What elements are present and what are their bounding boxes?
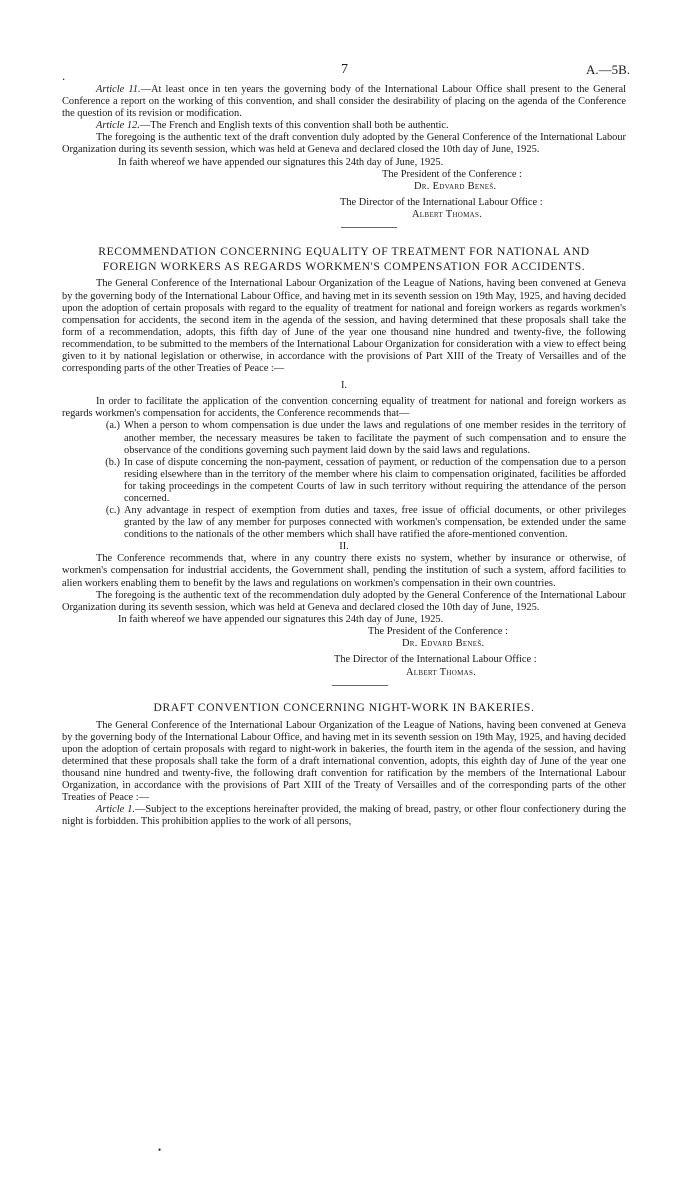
signature-statement: In faith whereof we have appended our signatures this 24th day of June, 1925.: [118, 156, 444, 168]
item-text: In case of dispute concerning the non-payment, cessation of payment, or reduction of the compensation due to a person residing elsewhere than in the territory of the member where his claim to compensation originated, facilities be afforded for taking proceedings in the competent Courts of law in such territory without requiring the attendance of the person concerned.: [124, 456, 626, 504]
authentic-text-statement: The foregoing is the authentic text of the recommendation duly adopted by the General Conference of the International Labour Organization during its seventh session, which was held at Geneva and declared closed the 10th day of June, 1925.: [62, 589, 626, 613]
item-label: (c.): [105, 505, 120, 517]
item-text: When a person to whom compensation is due under the laws and regulations of one member resides in the territory of another member, the necessary measures be taken to facilitate the payment of such compensation and to ensure the observance of the conditions governing such payment laid down by the said laws and regulations.: [124, 420, 626, 456]
authentic-text-statement: The foregoing is the authentic text of the draft convention duly adopted by the General Conference of the International Labour Organization during its seventh session, which was held at Geneva and declared closed the 10th day of June, 1925.: [62, 132, 626, 156]
page-number: 7: [341, 62, 348, 77]
list-item: [62, 505, 626, 541]
article-12-label: Article 12.: [96, 120, 140, 132]
article-1-text: —Subject to the exceptions hereinafter provided, the making of bread, pastry, or other flour confectionery during the night is forbidden. This prohibition applies to the work of all persons,: [62, 804, 626, 828]
part-1-intro: In order to facilitate the application of the convention concerning equality of treatment for national and foreign workers as regards workmen's compensation for accidents, the Conference recommends that—: [62, 396, 626, 420]
list-item: [62, 457, 626, 505]
item-label: (a.): [105, 420, 120, 432]
section-divider: [341, 227, 397, 228]
part-1-heading: I.: [340, 380, 348, 392]
header-dot: .: [62, 68, 66, 83]
section-divider: [332, 685, 388, 686]
article-1: [62, 804, 626, 828]
recommendation-title-line-1: RECOMMENDATION CONCERNING EQUALITY OF TREATMENT FOR NATIONAL AND: [98, 245, 590, 259]
document-reference: A.—5B.: [585, 62, 630, 77]
director-name: Albert Thomas.: [412, 209, 483, 221]
article-12-text: —The French and English texts of this convention shall both be authentic.: [139, 120, 449, 132]
item-text: Any advantage in respect of exemption from duties and taxes, free issue of official documents, or other privileges granted by the law of any member for purposes connected with workmen's compensation, be extended under the same conditions to the nationals of the other members which shall have ratified the afore-mentioned convention.: [124, 505, 626, 541]
director-name: Albert Thomas.: [406, 666, 477, 678]
signature-statement: In faith whereof we have appended our signatures this 24th day of June, 1925.: [118, 613, 444, 625]
president-title: The President of the Conference :: [382, 168, 522, 180]
recommendation-preamble: The General Conference of the International Labour Organization of the League of Nations, having been convened at Geneva by the governing body of the International Labour Office, and having met in its seventh session on 19th May, 1925, and having decided upon the adoption of certain proposals with regard to the equality of treatment for national and foreign workers as regards workmen's compensation for accidents, the second item in the agenda of the session, and having determined that these proposals shall take the form of a recommendation, adopts, this fifth day of June of the year one thousand nine hundred and twenty-five, the following recommendation, to be submitted to the members of the International Labour Organization for consideration with a view to effect being given to it by national legislation or otherwise, in accordance with the provisions of Part XIII of the Treaty of Versailles and of the corresponding parts of the other Treaties of Peace :—: [62, 278, 627, 375]
director-title: The Director of the International Labour Office :: [340, 197, 543, 209]
part-2-heading: II.: [339, 541, 349, 553]
footer-bullet: •: [158, 1145, 162, 1155]
convention-preamble: The General Conference of the International Labour Organization of the League of Nations, having been convened at Geneva by the governing body of the International Labour Office, and having met in its seventh session on 19th May, 1925, and having decided upon the adoption of certain proposals with regard to night-work in bakeries, the fourth item in the agenda of the session, and having determined that these proposals shall take the form of a draft international convention, adopts, this eighth day of June of the year one thousand nine hundred and twenty-five, the following draft convention for ratification by the members of the International Labour Organization, in accordance with the provisions of Part XIII of the Treaty of Versailles and of the corresponding parts of the other Treaties of Peace :—: [62, 719, 626, 804]
director-title: The Director of the International Labour Office :: [334, 654, 537, 666]
article-11-label: Article 11.: [96, 84, 141, 95]
article-1-label: Article 1.: [96, 804, 136, 816]
part-2-text: The Conference recommends that, where in any country there exists no system, whether by insurance or otherwise, of workmen's compensation for industrial accidents, the Government shall, pending the institution of such a system, afford facilities to alien workers enabling them to benefit by the laws and regulations on workmen's compensation in their own countries.: [62, 553, 626, 589]
article-11-text: —At least once in ten years the governing body of the International Labour Office shall present to the General Conference a report on the working of this convention, and shall consider the desirability of placing on the agenda of the Conference the question of its revision or modification.: [62, 84, 627, 120]
president-name: Dr. Edvard Beneš.: [414, 180, 497, 192]
convention-title: DRAFT CONVENTION CONCERNING NIGHT-WORK IN BAKERIES.: [153, 700, 535, 714]
president-title: The President of the Conference :: [368, 625, 508, 637]
recommendation-title-line-2: FOREIGN WORKERS AS REGARDS WORKMEN'S COMPENSATION FOR ACCIDENTS.: [102, 260, 586, 274]
list-item: [62, 420, 626, 456]
article-11: [62, 84, 626, 120]
article-12: [62, 120, 626, 132]
president-name: Dr. Edvard Beneš.: [402, 638, 485, 650]
page-header: [62, 62, 630, 84]
item-label: (b.): [105, 456, 120, 468]
document-page: [62, 62, 630, 829]
